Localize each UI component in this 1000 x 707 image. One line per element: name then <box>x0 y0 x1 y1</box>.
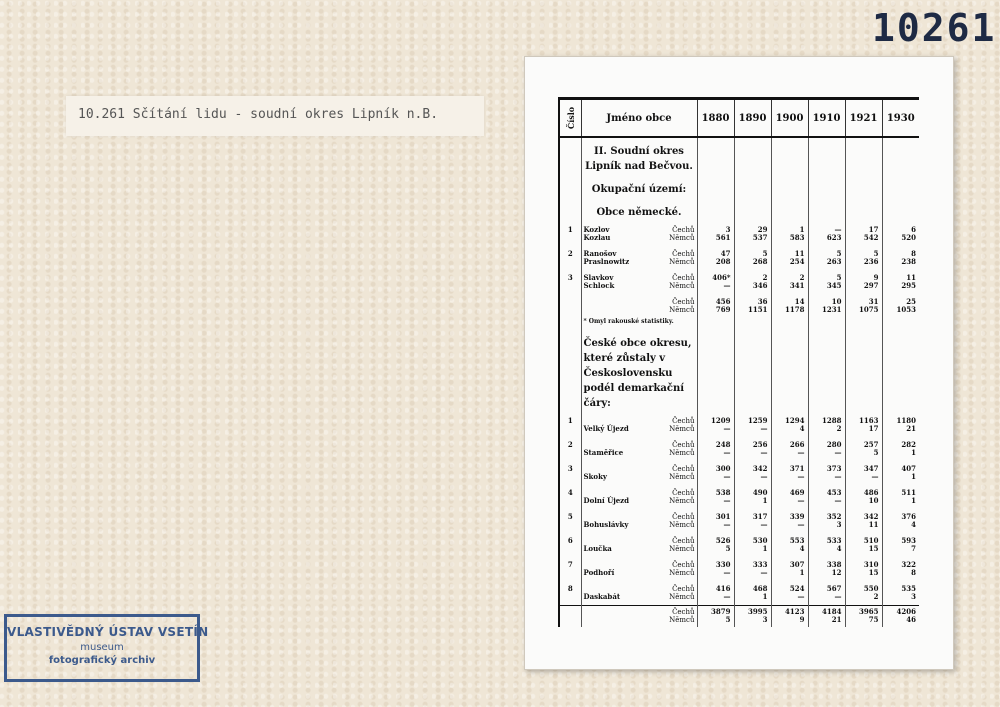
value-cell: 300 — <box>697 461 734 485</box>
value-cell: 6 520 <box>882 222 919 246</box>
row-number: 3 <box>559 270 581 294</box>
catalog-label-text: 10.261 Sčítání lidu - soudní okres Lipník n.B. <box>78 107 439 122</box>
row-number: 4 <box>559 485 581 509</box>
value-cell: 257 5 <box>845 437 882 461</box>
row-name-cell: Čechů Velký Újezd Němců <box>581 413 697 437</box>
value-cell: 9 297 <box>845 270 882 294</box>
section2-total-row <box>559 606 919 628</box>
value-cell: 4206 46 <box>882 606 919 628</box>
value-cell: 2 341 <box>771 270 808 294</box>
section1-title: II. Soudní okres Lipník nad Bečvou. <box>585 146 693 172</box>
table-row <box>559 533 919 557</box>
value-cell: 535 3 <box>882 581 919 606</box>
value-cell: 11 295 <box>882 270 919 294</box>
row-number: 1 <box>559 222 581 246</box>
header-year: 1930 <box>882 99 919 138</box>
value-cell: 352 3 <box>808 509 845 533</box>
value-cell: 1209 — <box>697 413 734 437</box>
village-german-name: Schlock <box>583 281 615 290</box>
table-header-row <box>559 99 919 138</box>
value-cell: 280 — <box>808 437 845 461</box>
value-cell: 1288 2 <box>808 413 845 437</box>
row-number: 2 <box>559 246 581 270</box>
table-body <box>559 137 919 627</box>
village-name: Daskabát <box>583 592 621 601</box>
village-name: Dolní Újezd <box>583 496 630 505</box>
section1-subtitle-2: Obce německé. <box>596 207 682 218</box>
value-cell: 282 1 <box>882 437 919 461</box>
value-cell: 567 — <box>808 581 845 606</box>
value-cell: 510 15 <box>845 533 882 557</box>
value-cell: 407 1 <box>882 461 919 485</box>
value-cell: 4184 21 <box>808 606 845 628</box>
village-name: Podhoří <box>583 568 615 577</box>
header-name: Jméno obce <box>581 99 697 138</box>
catalog-label-strip <box>66 96 484 136</box>
row-name-cell: Čechů Bohuslávky Němců <box>581 509 697 533</box>
village-name: Bohuslávky <box>583 520 629 529</box>
value-cell: 3879 5 <box>697 606 734 628</box>
value-cell: 456 769 <box>697 294 734 330</box>
value-cell: 3995 3 <box>734 606 771 628</box>
stamp-line-1: VLASTIVĚDNÝ ÚSTAV VSETÍN <box>7 625 209 639</box>
value-cell: 5 263 <box>808 246 845 270</box>
value-cell: 5 268 <box>734 246 771 270</box>
value-cell: 47 208 <box>697 246 734 270</box>
row-name-cell: Čechů Loučka Němců <box>581 533 697 557</box>
village-name: Skoky <box>583 472 607 481</box>
value-cell: 1259 — <box>734 413 771 437</box>
row-name-cell: Čechů Skoky Němců <box>581 461 697 485</box>
value-cell: 373 — <box>808 461 845 485</box>
value-cell: 1180 21 <box>882 413 919 437</box>
row-number: 5 <box>559 509 581 533</box>
value-cell: 376 4 <box>882 509 919 533</box>
row-name-cell: Čechů Podhoří Němců <box>581 557 697 581</box>
value-cell: 36 1151 <box>734 294 771 330</box>
value-cell: 10 1231 <box>808 294 845 330</box>
value-cell: 342 — <box>734 461 771 485</box>
value-cell: 5 236 <box>845 246 882 270</box>
value-cell: 371 — <box>771 461 808 485</box>
photograph-of-census-table <box>524 56 954 670</box>
value-cell: 533 4 <box>808 533 845 557</box>
row-number: 7 <box>559 557 581 581</box>
header-year: 1921 <box>845 99 882 138</box>
row-name-cell: Kozlov Čechů Kozlau Němců <box>581 222 697 246</box>
value-cell: 338 12 <box>808 557 845 581</box>
section1-total-row <box>559 294 919 330</box>
village-german-name: Praslnowitz <box>583 257 630 266</box>
table-row <box>559 557 919 581</box>
header-year: 1900 <box>771 99 808 138</box>
value-cell: 317 — <box>734 509 771 533</box>
value-cell: 1294 4 <box>771 413 808 437</box>
value-cell: 490 1 <box>734 485 771 509</box>
value-cell: 347 — <box>845 461 882 485</box>
value-cell: 17 542 <box>845 222 882 246</box>
value-cell: 301 — <box>697 509 734 533</box>
table-row <box>559 413 919 437</box>
village-czech-name: Ranošov <box>583 249 617 258</box>
value-cell: 1 583 <box>771 222 808 246</box>
value-cell: 468 1 <box>734 581 771 606</box>
stamp-line-3: fotografický archiv <box>48 655 156 666</box>
row-name-cell: Čechů Daskabát Němců <box>581 581 697 606</box>
row-number: 2 <box>559 437 581 461</box>
table-row <box>559 485 919 509</box>
village-name: Staměřice <box>583 448 624 457</box>
value-cell: — 623 <box>808 222 845 246</box>
museum-stamp <box>4 614 209 682</box>
value-cell: 511 1 <box>882 485 919 509</box>
value-cell: 248 — <box>697 437 734 461</box>
row-name-cell: Čechů Dolní Újezd Němců <box>581 485 697 509</box>
section1-subtitle: Okupační území: <box>591 184 687 195</box>
village-name: Velký Újezd <box>583 424 629 433</box>
value-cell: 310 15 <box>845 557 882 581</box>
header-year: 1890 <box>734 99 771 138</box>
table-row <box>559 437 919 461</box>
value-cell: 2 346 <box>734 270 771 294</box>
row-name-cell: Ranošov Čechů Praslnowitz Němců <box>581 246 697 270</box>
value-cell: 593 7 <box>882 533 919 557</box>
value-cell: 11 254 <box>771 246 808 270</box>
village-german-name: Kozlau <box>583 233 611 242</box>
table-row <box>559 222 919 246</box>
value-cell: 266 — <box>771 437 808 461</box>
row-number: 1 <box>559 413 581 437</box>
value-cell: 3965 75 <box>845 606 882 628</box>
row-number: 3 <box>559 461 581 485</box>
value-cell: 538 — <box>697 485 734 509</box>
value-cell: 330 — <box>697 557 734 581</box>
table-row <box>559 509 919 533</box>
footnote: * Omyl rakouské statistiky. <box>583 318 674 325</box>
census-table <box>558 97 919 627</box>
value-cell: 339 — <box>771 509 808 533</box>
value-cell: 453 — <box>808 485 845 509</box>
table-row <box>559 270 919 294</box>
stamp-line-2: museum <box>80 642 124 653</box>
value-cell: 469 — <box>771 485 808 509</box>
total-label-cell: Čechů Němců * Omyl rakouské statistiky. <box>581 294 697 330</box>
value-cell: 8 238 <box>882 246 919 270</box>
total-label-cell: Čechů Němců <box>581 606 697 628</box>
value-cell: 406* — <box>697 270 734 294</box>
village-czech-name: Kozlov <box>583 225 610 234</box>
value-cell: 14 1178 <box>771 294 808 330</box>
village-czech-name: Slavkov <box>583 273 614 282</box>
table-row <box>559 581 919 606</box>
value-cell: 322 8 <box>882 557 919 581</box>
section2-title: České obce okresu, které zůstaly v Československu podél demarkační čáry: <box>583 338 692 409</box>
header-year: 1910 <box>808 99 845 138</box>
section-heading-row <box>559 330 919 413</box>
village-name: Loučka <box>583 544 612 553</box>
row-name-cell: Čechů Staměřice Němců <box>581 437 697 461</box>
value-cell: 256 — <box>734 437 771 461</box>
value-cell: 4123 9 <box>771 606 808 628</box>
value-cell: 5 345 <box>808 270 845 294</box>
value-cell: 526 5 <box>697 533 734 557</box>
table-row <box>559 246 919 270</box>
row-number: 6 <box>559 533 581 557</box>
row-number: 8 <box>559 581 581 606</box>
archive-number: 10261 <box>872 6 997 50</box>
value-cell: 342 11 <box>845 509 882 533</box>
value-cell: 3 561 <box>697 222 734 246</box>
value-cell: 524 — <box>771 581 808 606</box>
value-cell: 29 537 <box>734 222 771 246</box>
table-row <box>559 461 919 485</box>
value-cell: 1163 17 <box>845 413 882 437</box>
value-cell: 550 2 <box>845 581 882 606</box>
value-cell: 486 10 <box>845 485 882 509</box>
header-year: 1880 <box>697 99 734 138</box>
row-name-cell: Slavkov Čechů Schlock Němců <box>581 270 697 294</box>
value-cell: 553 4 <box>771 533 808 557</box>
value-cell: 307 1 <box>771 557 808 581</box>
value-cell: 31 1075 <box>845 294 882 330</box>
value-cell: 530 1 <box>734 533 771 557</box>
value-cell: 25 1053 <box>882 294 919 330</box>
section-heading-row <box>559 137 919 222</box>
value-cell: 416 — <box>697 581 734 606</box>
value-cell: 333 — <box>734 557 771 581</box>
header-number: Číslo <box>559 99 581 138</box>
